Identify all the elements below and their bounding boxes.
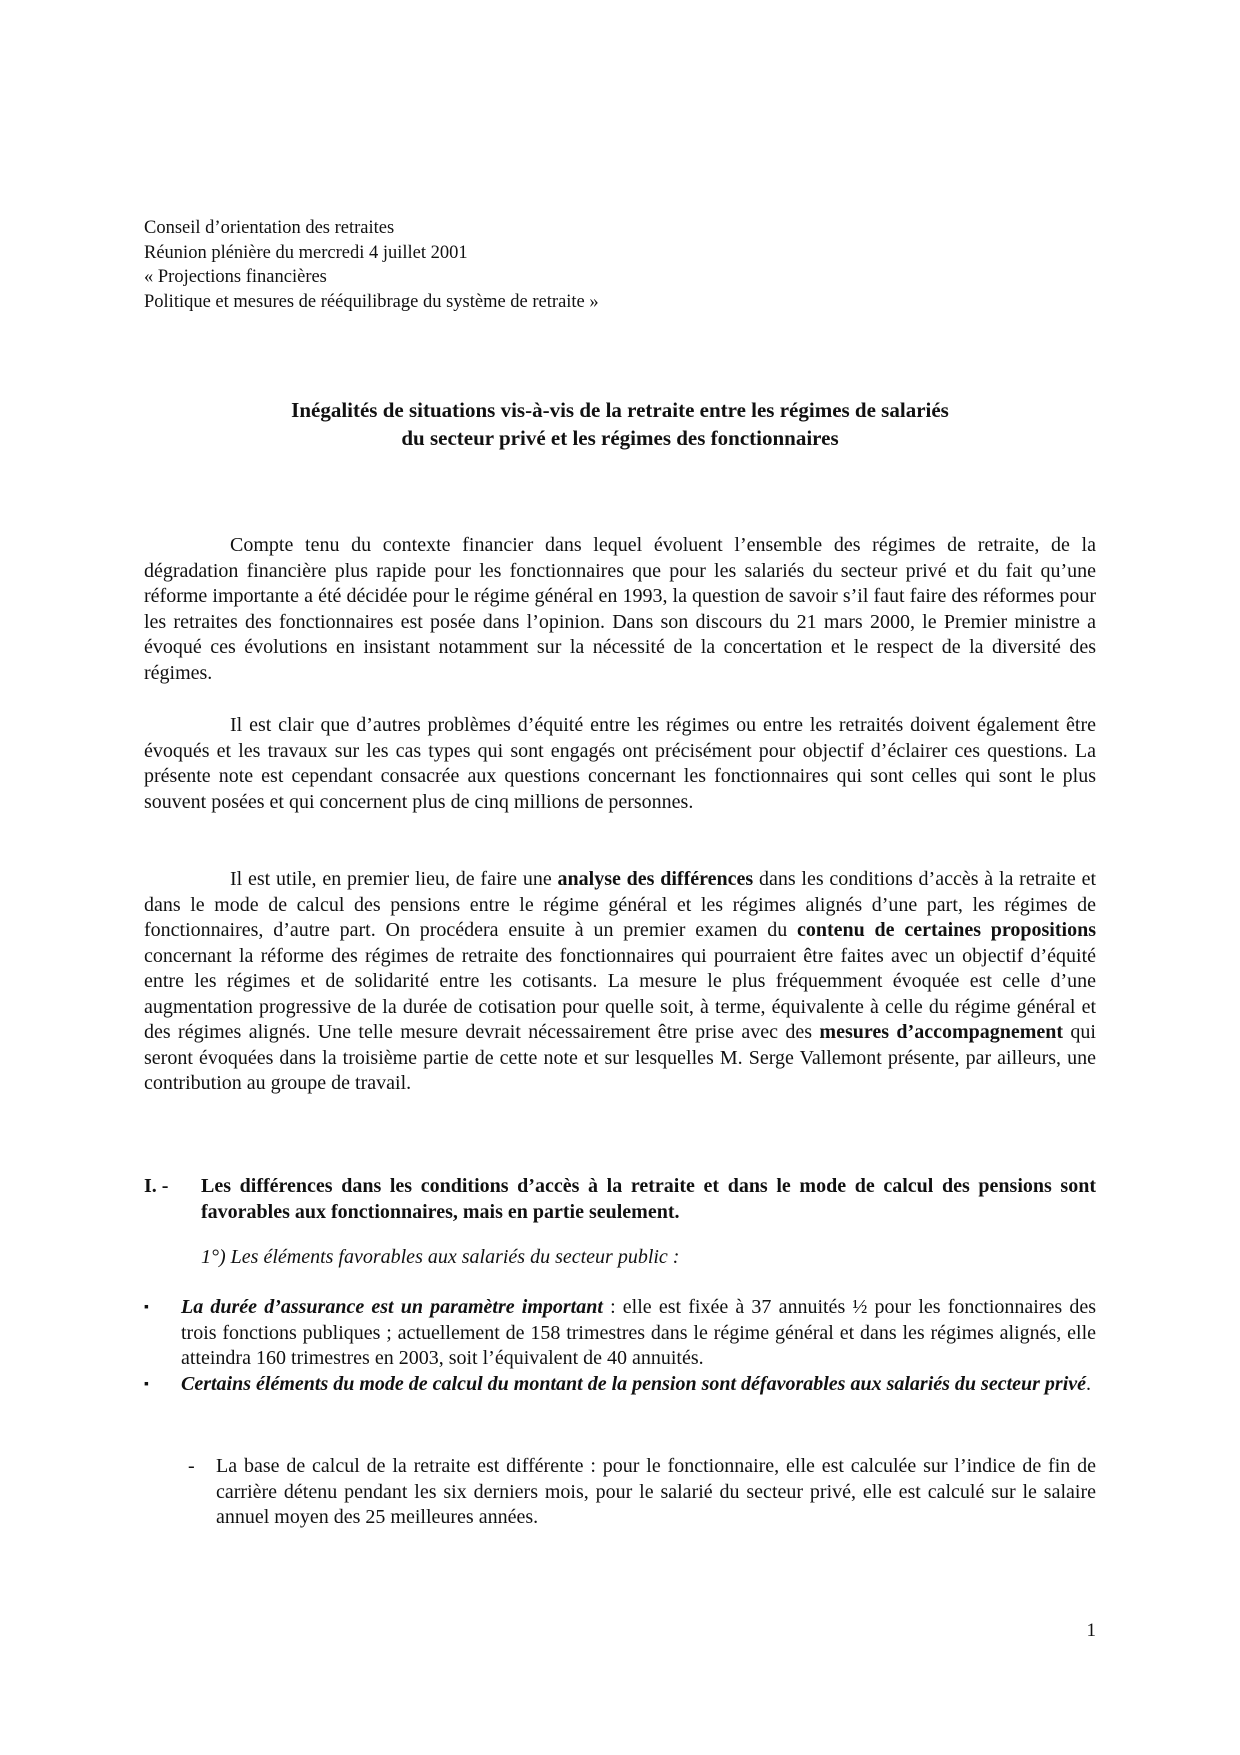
page-number: 1 — [1086, 1620, 1096, 1641]
document-title — [144, 397, 1096, 452]
header-line-subtopic: Politique et mesures de rééquilibrage du système de retraite » — [144, 291, 599, 312]
paragraph-plan — [144, 867, 1096, 1097]
emphasis-analysis: analyse des différences — [557, 868, 754, 890]
header-line-topic: « Projections financières — [144, 267, 327, 287]
dash-icon: - — [188, 1455, 195, 1477]
dash-list-item — [188, 1454, 1096, 1531]
paragraph-plan-text-c: dans les conditions d’accès à la retraite et dans le mode de calcul des pensions entre le régime général et les régimes alignés d’une part, les régimes de fonctionnaires, d’autre part. On procédera ensuite à un premier examen du — [144, 868, 1097, 941]
header-line-meeting: Réunion plénière du mercredi 4 juillet 2001 — [144, 242, 468, 263]
dash-item-text: La base de calcul de la retraite est différente : pour le fonctionnaire, elle est calculée sur l’indice de fin de carrière détenu pendant les six derniers mois, pour le salarié du secteur privé, elle est calculé sur le salaire annuel moyen des 25 meilleures années. — [216, 1455, 1096, 1528]
bullet-list — [144, 1295, 1096, 1397]
list-item — [144, 1295, 1096, 1372]
list-item — [144, 1372, 1096, 1398]
title-line-1: Inégalités de situations vis-à-vis de la retraite entre les régimes de salariés — [291, 398, 949, 422]
section-number: I. - — [144, 1175, 169, 1197]
subsection-heading: 1°) Les éléments favorables aux salariés du secteur public : — [201, 1246, 680, 1268]
paragraph-context-text: Compte tenu du contexte financier dans lequel évoluent l’ensemble des régimes de retraite, de la dégradation financière plus rapide pour les fonctionnaires que pour les salariés du secteur privé et du fait qu’une réforme importante a été décidée pour le régime général en 1993, la question de savoir s’il faut faire des réformes pour les retraites des fonctionnaires est posée dans l’opinion. Dans son discours du 21 mars 2000, le Premier ministre a évoqué ces évolutions en insistant notamment sur la nécessité de la concertation et le respect de la diversité des régimes. — [144, 534, 1096, 684]
section-heading-text: Les différences dans les conditions d’accès à la retraite et dans le mode de calcul des pensions sont favorables aux fonctionnaires, mais en partie seulement. — [201, 1175, 1096, 1223]
paragraph-context — [144, 533, 1096, 686]
paragraph-equity — [144, 713, 1096, 815]
bullet-text: : elle est fixée à 37 annuités ½ pour les fonctionnaires des trois fonctions publiques ; actuellement de 158 trimestres dans le régime général et dans les régimes alignés, elle atteindra 160 trimestres en 2003, soit l’équivalent de 40 annuités. — [181, 1296, 1096, 1369]
bullet-text: . — [1086, 1372, 1092, 1395]
emphasis-measures: mesures d’accompagnement — [819, 1021, 1064, 1043]
bullet-lead: Certains éléments du mode de calcul du montant de la pension sont défavorables aux salariés du secteur privé — [181, 1372, 1087, 1395]
bullet-square-icon: ▪ — [144, 1376, 149, 1392]
paragraph-plan-text-g: qui seront évoquées dans la troisième partie de cette note et sur lesquelles M. Serge Vallemont présente, par ailleurs, une contribution au groupe de travail. — [144, 1021, 1096, 1094]
bullet-square-icon: ▪ — [144, 1300, 149, 1315]
emphasis-proposals: contenu de certaines propositions — [796, 919, 1096, 941]
document-header — [144, 216, 944, 314]
title-line-2: du secteur privé et les régimes des fonctionnaires — [401, 425, 839, 450]
paragraph-plan-text-a: Il est utile, en premier lieu, de faire une — [230, 868, 558, 890]
section-heading — [144, 1174, 1096, 1225]
header-line-organization: Conseil d’orientation des retraites — [144, 218, 395, 238]
paragraph-equity-text: Il est clair que d’autres problèmes d’équité entre les régimes ou entre les retraités doivent également être évoqués et les travaux sur les cas types qui sont engagés ont précisément pour objectif d’éclairer ces questions. La présente note est cependant consacrée aux questions concernant les fonctionnaires qui sont celles qui sont le plus souvent posées et qui concernent plus de cinq millions de personnes. — [144, 714, 1096, 813]
bullet-lead: La durée d’assurance est un paramètre important — [181, 1296, 603, 1318]
paragraph-plan-text-e: concernant la réforme des régimes de retraite des fonctionnaires qui pourraient être faites avec un objectif d’équité entre les régimes et de solidarité entre les cotisants. La mesure le plus fréquemment évoquée est celle d’une augmentation progressive de la durée de cotisation pour quelle soit, à terme, équivalente à celle du régime général et des régimes alignés. Une telle mesure devrait nécessairement être prise avec des — [144, 944, 1096, 1043]
